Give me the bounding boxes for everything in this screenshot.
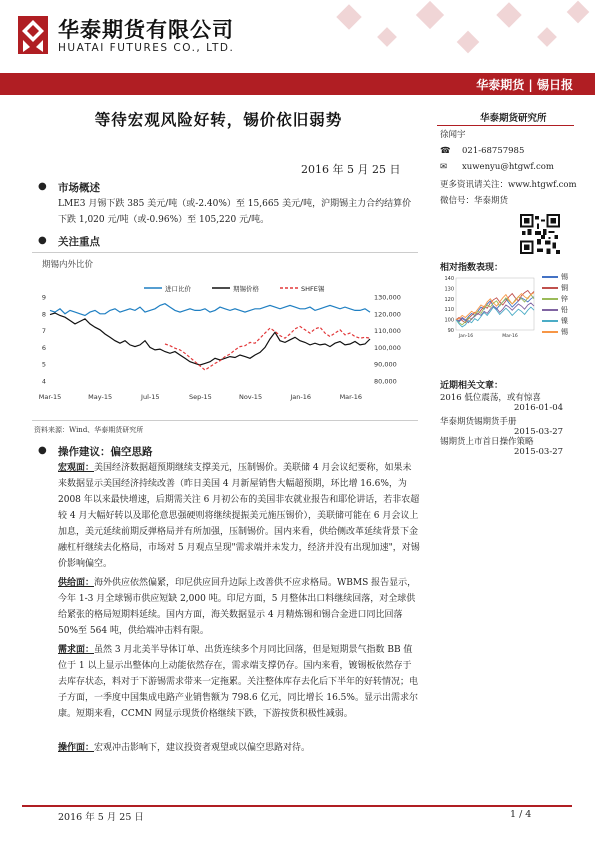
- sidebar-rule: [437, 125, 574, 126]
- relative-index-legend: [542, 272, 568, 338]
- recent-articles-title: 近期相关文章：: [440, 381, 504, 391]
- report-title: 等待宏观风险好转，锡价依旧弱势: [94, 110, 343, 129]
- operation-text: 宏观冲击影响下，建议投资者观望或以偏空思路对待。: [94, 743, 311, 753]
- x-tick: Mar-16: [502, 334, 518, 339]
- report-date: 2016 年 5 月 25 日: [301, 163, 401, 176]
- x-tick: Sep-15: [188, 393, 212, 401]
- page-number: 1 / 4: [510, 809, 532, 820]
- legend-item: [542, 272, 568, 283]
- y-tick: 100: [444, 317, 454, 324]
- y-tick-right: 130,000: [374, 293, 401, 302]
- macro-label: 宏观面：: [58, 463, 95, 473]
- article-date: 2015-03-27: [514, 447, 564, 457]
- supply-label: 供给面：: [58, 578, 95, 588]
- legend-item: [542, 305, 568, 316]
- macro-text: 美国经济数据超预期继续支撑美元，压制锡价。美联储 4 月会议纪要称，如果未来数据显示美国经济持续改善（昨日美国 4 月新屋销售大幅超预期，环比增 16.6%，为 2008 年以来最快增速，后期需关注 6 月初公布的美国非农就业报告和耶伦讲话，若非农超较 4 月大幅好转以及耶伦意思强硬则将继续提振美元施压锡价），美联储可能在 6 月会议上加息，美元延续前期反弹格局并有所加强，压制锡价。国内来看，供给侧改革延续背景下金融杠杆继续去化格局，市场对 5 月观点呈现"需求端并未发力，经济并没有出现加速"，对锡价影响偏空。: [58, 463, 420, 569]
- more-info: 更多资讯请关注：www.htgwf.com: [440, 180, 577, 190]
- analyst-name: 徐闻宇: [440, 130, 466, 140]
- legend-swatch: [542, 320, 558, 322]
- legend-label: 锡: [561, 273, 568, 281]
- qr-code-icon: [520, 214, 560, 254]
- y-tick-left: 7: [41, 327, 46, 336]
- chart-divider: [32, 420, 418, 421]
- series-line: [456, 293, 534, 320]
- bullet-icon: ●: [38, 235, 47, 246]
- footer-date: 2016 年 5 月 25 日: [58, 812, 144, 823]
- report-type-label: 华泰期货 | 锡日报: [476, 78, 573, 92]
- main-chart: [34, 283, 424, 411]
- relative-index-chart: [438, 272, 538, 344]
- x-tick: May-15: [88, 393, 113, 401]
- legend-swatch: [542, 298, 558, 300]
- legend-swatch: [542, 287, 558, 289]
- y-tick-left: 9: [41, 293, 46, 302]
- bullet-icon: ●: [38, 445, 47, 456]
- chart-divider: [32, 252, 418, 253]
- legend-swatch: [542, 276, 558, 278]
- analyst-email: xuwenyu@htgwf.com: [462, 162, 554, 172]
- analyst-phone: 021-68757985: [462, 146, 525, 156]
- legend-label: 锌: [561, 295, 568, 303]
- legend-swatch: [542, 331, 558, 333]
- article-title[interactable]: 华泰期货锡期货手册: [440, 417, 517, 427]
- legend-item: [542, 316, 568, 327]
- wechat-id: 微信号：华泰期货: [440, 196, 509, 206]
- legend-item: [542, 294, 568, 305]
- section-focus: 关注重点: [58, 236, 100, 248]
- legend-label: 期锡价格: [233, 285, 259, 293]
- demand-text: 虽然 3 月北美半导体订单、出货连续多个月同比回落，但是短期景气指数 BB 值位于 1 以上显示出整体向上动能依然存在，需求端支撑仍存。国内来看，镀锡板依然存于去库存状态，料对于下游锡需求带来一定拖累。关注整体库存去化后下半年的好转情况；电子方面，一季度中国集成电路产业销售额为 798.6 亿元，同比增长 16.5%。显示出需求尔康。短期来看，CCMN 网显示现货价格继续下跌，下游按货积极性减弱。: [58, 645, 419, 719]
- section-advice: 操作建议：偏空思路: [58, 446, 153, 458]
- y-tick: 140: [444, 276, 454, 282]
- header-pattern: [330, 0, 595, 66]
- legend-label: SHFE锡: [301, 285, 325, 293]
- supply-text: 海外供应依然偏紧，印尼供应回升边际上改善供不应求格局。WBMS 报告显示，今年 1-3 月全球锡市供应短缺 2,000 吨。印尼方面，5 月整体出口料继续回落，对全球供给紧张的格局短期料延续。国内方面，海关数据显示 4 月精炼锡和锡合金进口同比回落 50%至 564 吨，供给端冲击料有限。: [58, 578, 417, 636]
- legend-label: 铅: [561, 306, 568, 314]
- x-tick: Jan-16: [458, 334, 474, 339]
- x-tick: Mar-15: [38, 393, 62, 401]
- company-name-en: HUATAI FUTURES CO., LTD.: [58, 42, 235, 54]
- article-title[interactable]: 2016 低位震荡，或有惊喜: [440, 393, 541, 403]
- y-tick-right: 80,000: [374, 377, 397, 386]
- y-tick-left: 5: [41, 360, 46, 369]
- relative-index-title: 相对指数表现：: [440, 263, 504, 273]
- y-tick-left: 6: [41, 343, 46, 352]
- legend-item: [542, 283, 568, 294]
- y-tick: 120: [444, 296, 454, 303]
- y-tick: 110: [444, 307, 454, 314]
- legend-label: 锡: [561, 328, 568, 336]
- operation-paragraph: [58, 740, 420, 756]
- article-title[interactable]: 锡期货上市首日操作策略: [440, 437, 534, 447]
- y-tick-left: 8: [41, 310, 46, 319]
- legend-swatch: [542, 309, 558, 311]
- series-line: [50, 313, 370, 365]
- x-tick: Jul-15: [141, 393, 160, 401]
- x-tick: Mar-16: [339, 393, 363, 401]
- y-tick-right: 100,000: [374, 343, 401, 352]
- y-tick-right: 110,000: [374, 327, 401, 336]
- legend-label: 镍: [561, 317, 568, 325]
- phone-icon: ☎: [440, 146, 451, 156]
- company-name-cn: 华泰期货有限公司: [58, 18, 234, 42]
- section-market-overview: 市场概述: [58, 182, 100, 194]
- article-date: 2016-01-04: [514, 403, 564, 413]
- bullet-icon: ●: [38, 181, 47, 192]
- supply-paragraph: [58, 575, 420, 639]
- y-tick-right: 90,000: [374, 360, 397, 369]
- legend-label: 进口比价: [165, 285, 191, 293]
- market-overview-text: LME3 月锡下跌 385 美元/吨（或-2.40%）至 15,665 美元/吨，沪期锡主力合约结算价下跌 1,020 元/吨（或-0.96%）至 105,220 元/吨。: [58, 199, 412, 225]
- demand-label: 需求面：: [58, 645, 95, 655]
- y-tick: 130: [444, 286, 454, 293]
- series-line: [50, 304, 370, 316]
- operation-label: 操作面：: [58, 743, 95, 753]
- article-date: 2015-03-27: [514, 427, 564, 437]
- email-icon: ✉: [440, 162, 448, 172]
- chart-caption: 期锡内外比价: [42, 260, 94, 270]
- y-tick-right: 120,000: [374, 310, 401, 319]
- x-tick: Nov-15: [238, 393, 263, 401]
- institute-name: 华泰期货研究所: [480, 113, 547, 124]
- y-tick-left: 4: [41, 377, 46, 386]
- company-logo-icon: [18, 16, 48, 54]
- demand-paragraph: [58, 642, 420, 722]
- legend-item: [542, 327, 568, 338]
- macro-paragraph: [58, 460, 420, 572]
- y-tick: 90: [447, 328, 454, 334]
- chart-source: 资料来源：Wind、华泰期货研究所: [34, 426, 144, 434]
- footer-rule: [22, 805, 572, 807]
- x-tick: Jan-16: [290, 393, 311, 401]
- legend-label: 铜: [561, 284, 568, 292]
